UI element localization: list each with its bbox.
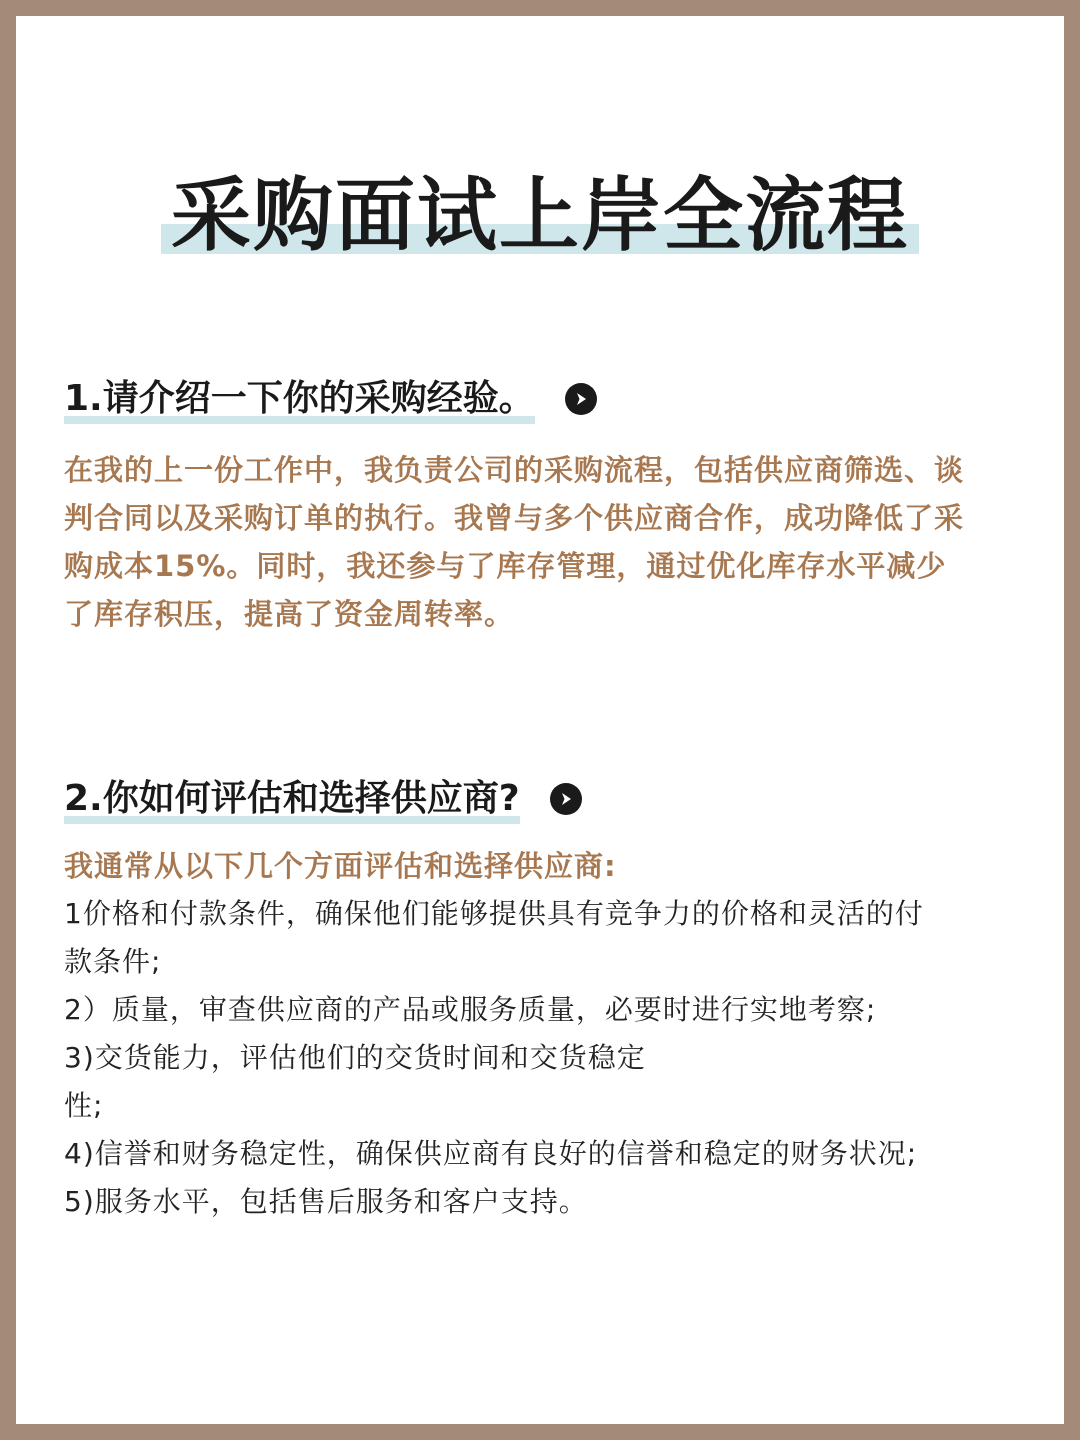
section-2-intro [64,842,1024,890]
list-item: 3)交货能力，评估他们的交货时间和交货稳定 [64,1041,646,1074]
intro-line: 我通常从以下几个方面评估和选择供应商: [64,849,617,883]
list-item: 1价格和付款条件，确保他们能够提供具有竞争力的价格和灵活的付 [64,897,924,930]
page-title-text: 采购面试上岸全流程 [171,169,909,262]
list-item: 4)信誉和财务稳定性，确保供应商有良好的信誉和稳定的财务状况; [64,1137,918,1170]
list-item: 2）质量，审查供应商的产品或服务质量，必要时进行实地考察; [64,993,877,1026]
section-1-answer [64,446,1024,638]
play-arrow-icon [550,783,582,815]
title-wrap [16,166,1064,266]
list-item: 性; [64,1089,104,1122]
page-card [16,16,1064,1424]
section-2-heading-label [64,774,520,824]
page-title [161,166,919,266]
answer-line: 判合同以及采购订单的执行。我曾与多个供应商合作，成功降低了采 [64,501,965,535]
answer-line: 了库存积压，提高了资金周转率。 [64,597,515,631]
answer-line: 购成本15%。同时，我还参与了库存管理，通过优化库存水平减少 [64,549,947,583]
section-1-heading-text: 1.请介绍一下你的采购经验。 [64,378,535,419]
answer-line: 在我的上一份工作中，我负责公司的采购流程，包括供应商筛选、谈 [64,453,965,487]
section-2-heading [64,774,582,824]
list-item: 5)服务水平，包括售后服务和客户支持。 [64,1185,588,1218]
section-1-heading-label [64,374,535,424]
section-2-heading-text: 2.你如何评估和选择供应商? [64,778,520,819]
section-1-heading [64,374,597,424]
list-item: 款条件; [64,945,162,978]
play-arrow-icon [565,383,597,415]
section-2-list [64,890,1024,1226]
